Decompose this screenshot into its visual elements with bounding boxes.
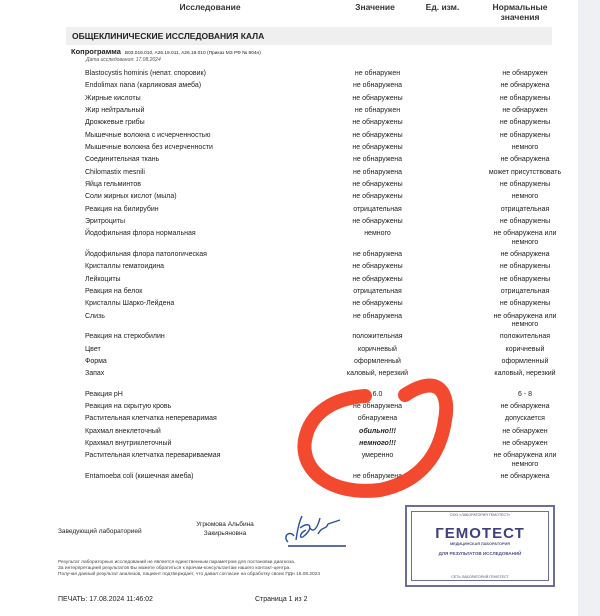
test-name: Blastocystis hominis (непат. споровик) [85, 70, 206, 77]
table-row [85, 167, 565, 179]
group-name: Копрограмма [71, 47, 121, 56]
test-norm: оформленный [501, 357, 549, 365]
test-norm: не обнаружены [499, 300, 551, 308]
col-norm: Нормальные значения [492, 2, 548, 22]
table-row [85, 154, 565, 166]
test-norm: каловый, нерезкий [494, 370, 556, 378]
study-date: Дата исследования: 17.08.2024 [86, 57, 161, 63]
test-norm: коричневый [505, 345, 545, 353]
disclaimer-line: Результат лабораторных исследований не является единственным параметром для постановки диагноза. [58, 560, 296, 565]
test-norm: может присутствовать [488, 168, 562, 176]
test-value: не обнаружены [352, 181, 403, 189]
table-row [85, 228, 565, 249]
test-value: не обнаружена [352, 312, 403, 320]
test-value: не обнаружен [354, 107, 401, 115]
side-margin [578, 0, 600, 616]
test-value: не обнаружена [352, 403, 403, 411]
test-name: Соли жирных кислот (мыла) [85, 193, 177, 201]
test-name: Жир нейтральный [85, 107, 145, 115]
test-value: не обнаружены [352, 218, 403, 226]
test-norm: не обнаружена или немного [493, 312, 557, 329]
test-name: Форма [85, 357, 107, 365]
table-row [85, 68, 565, 80]
table-row [85, 249, 565, 261]
test-norm: допускается [505, 415, 545, 423]
test-norm: не обнаружен [502, 440, 548, 448]
test-norm: немного [511, 193, 539, 201]
test-name: Соединительная ткань [85, 156, 160, 164]
test-name: Endolimax nana (карликовая амеба) [85, 82, 202, 90]
signature-name: Угрюмова Альбина Закирьяновна [196, 521, 254, 537]
test-name: Крахмал внутриклеточный [85, 440, 172, 448]
test-name: Реакция на стеркобилин [85, 333, 165, 341]
disclaimer-line: Получая данный результат анализов, пациент подтверждает, что давал согласие на обработку своих ПДн 16.08.2024 [58, 571, 321, 577]
test-name: Реакция на белок [85, 288, 143, 295]
col-unit: Ед. изм. [425, 2, 460, 12]
test-value: не обнаружены [352, 263, 403, 271]
disclaimer [58, 560, 320, 577]
handwritten-signature [280, 506, 350, 550]
test-value: не обнаружена [352, 82, 403, 90]
test-name: Запах [85, 370, 105, 378]
test-value: не обнаружена [352, 472, 403, 480]
test-name: Цвет [85, 345, 101, 353]
table-row [85, 413, 565, 425]
table-row [85, 311, 565, 332]
test-value: не обнаружены [352, 275, 403, 283]
table-row [85, 93, 565, 105]
test-value: не обнаружен [354, 70, 401, 77]
test-name: Слизь [85, 312, 105, 320]
test-norm: не обнаружена [500, 403, 550, 411]
test-norm: немного [511, 144, 539, 152]
test-value: обильно!!! [359, 427, 396, 435]
test-name: Мышечные волокна без исчерченности [85, 144, 213, 152]
test-name: Растительная клетчатка перевариваемая [85, 452, 221, 460]
stamp-purpose: ДЛЯ РЕЗУЛЬТАТОВ ИССЛЕДОВАНИЙ [438, 551, 522, 556]
table-row [85, 117, 565, 129]
table-row [85, 130, 565, 142]
table-row [85, 179, 565, 191]
section-title: ОБЩЕКЛИНИЧЕСКИЕ ИССЛЕДОВАНИЯ КАЛА [66, 27, 552, 45]
test-norm: отрицательная [500, 205, 550, 213]
test-value: не обнаружены [352, 119, 403, 127]
test-value: не обнаружены [352, 131, 403, 139]
test-name: Крахмал внеклеточный [85, 427, 161, 435]
test-norm: не обнаружена [500, 82, 550, 90]
test-value: отрицательная [353, 205, 402, 213]
test-norm: не обнаружена [500, 156, 550, 164]
test-norm: не обнаружен [502, 107, 548, 115]
test-value: коричневый [358, 345, 397, 353]
disclaimer-line: За интерпретацией результатов Вы можете обратиться к врачам-консультантам нашего контакт-центра. [58, 565, 291, 571]
test-norm: не обнаружен [502, 427, 548, 435]
group-codes: B03.016.010, A26.19.011, A26.19.010 (Приказ МЗ РФ № 804н) [124, 51, 261, 56]
table-row [85, 298, 565, 310]
test-name: Реакция на скрытую кровь [85, 403, 172, 411]
test-name: Йодофильная флора нормальная [85, 230, 196, 238]
table-row [85, 142, 565, 154]
test-name: Йодофильная флора патологическая [85, 250, 207, 258]
signature-role: Заведующий лабораторией [58, 528, 142, 535]
table-row [85, 401, 565, 413]
test-value: немного [364, 230, 391, 238]
test-name: Эритроциты [85, 218, 125, 226]
test-norm: не обнаружены [499, 218, 551, 226]
test-name: Жирные кислоты [85, 94, 141, 102]
test-norm: не обнаружены [499, 119, 551, 127]
test-value: не обнаружены [352, 144, 403, 152]
stamp-sub: МЕДИЦИНСКАЯ ЛАБОРАТОРИЯ [450, 542, 510, 546]
test-value: не обнаружена [352, 250, 403, 258]
table-row [85, 438, 565, 450]
table-row [85, 368, 565, 389]
test-value: отрицательная [353, 288, 402, 295]
test-value: каловый, нерезкий [346, 370, 409, 378]
test-name: Chilomastix mesnili [85, 168, 145, 176]
test-norm: не обнаружены [499, 131, 551, 139]
test-norm: не обнаружены [499, 263, 551, 271]
lab-stamp [405, 505, 555, 587]
table-row [85, 426, 565, 438]
test-name: Реакция на билирубин [85, 205, 159, 213]
test-name: Лейкоциты [85, 275, 121, 283]
test-norm: не обнаружена или немного [493, 230, 557, 246]
group-title [71, 47, 261, 56]
table-row [85, 356, 565, 368]
table-row [85, 261, 565, 273]
test-norm: не обнаружены [499, 275, 551, 283]
test-norm: не обнаружена [500, 250, 550, 258]
table-row [85, 471, 565, 483]
test-name: Яйца гельминтов [85, 181, 141, 189]
results-table [85, 68, 565, 483]
table-row [85, 274, 565, 286]
test-norm: не обнаружена или немного [493, 452, 557, 468]
table-row [85, 80, 565, 92]
table-row [85, 450, 565, 471]
test-value: не обнаружена [352, 156, 403, 164]
test-norm: не обнаружены [499, 181, 551, 189]
test-name: Кристаллы гематоидина [85, 263, 165, 271]
table-header [0, 0, 578, 26]
stamp-top: ООО «ЛАБОРАТОРИЯ ГЕМОТЕСТ» [449, 513, 511, 517]
test-value: обнаружена [357, 415, 398, 423]
table-row [85, 286, 565, 298]
print-date: ПЕЧАТЬ: 17.08.2024 11:46:02 [58, 596, 153, 603]
page-number: Страница 1 из 2 [255, 596, 308, 603]
table-row [85, 331, 565, 343]
table-row [85, 204, 565, 216]
test-name: Реакция pH [85, 390, 123, 398]
test-value: не обнаружены [352, 94, 403, 102]
test-value: положительная [352, 333, 403, 341]
test-value: оформленный [354, 357, 401, 365]
test-value: не обнаружены [352, 193, 403, 201]
test-name: Растительная клетчатка непереваримая [85, 415, 217, 423]
test-norm: не обнаружен [502, 70, 548, 77]
test-norm: не обнаружены [499, 94, 551, 102]
test-value: немного!!! [359, 440, 396, 448]
test-value: не обнаружены [352, 300, 403, 308]
test-name: Кристаллы Шарко-Лейдена [85, 300, 175, 308]
table-row [85, 344, 565, 356]
test-name: Entamoeba coli (кишечная амеба) [85, 472, 194, 480]
test-norm: отрицательная [500, 288, 550, 295]
test-value: 6.0 [372, 390, 383, 398]
table-row [85, 389, 565, 401]
col-value: Значение [355, 2, 395, 12]
test-name: Мышечные волокна с исчерченностью [85, 131, 211, 139]
table-row [85, 191, 565, 203]
test-value: не обнаружена [352, 168, 403, 176]
test-name: Дрожжевые грибы [85, 119, 145, 127]
test-norm: 6 - 8 [517, 390, 532, 398]
test-value: умеренно [361, 452, 394, 460]
col-test: Исследование [179, 2, 241, 12]
table-row [85, 216, 565, 228]
test-norm: не обнаружена [500, 472, 550, 480]
stamp-bottom: СЕТЬ ЛАБОРАТОРИЙ ГЕМОТЕСТ [451, 575, 509, 579]
table-row [85, 105, 565, 117]
stamp-brand: ГЕМОТЕСТ [435, 525, 525, 542]
test-norm: положительная [499, 333, 551, 341]
